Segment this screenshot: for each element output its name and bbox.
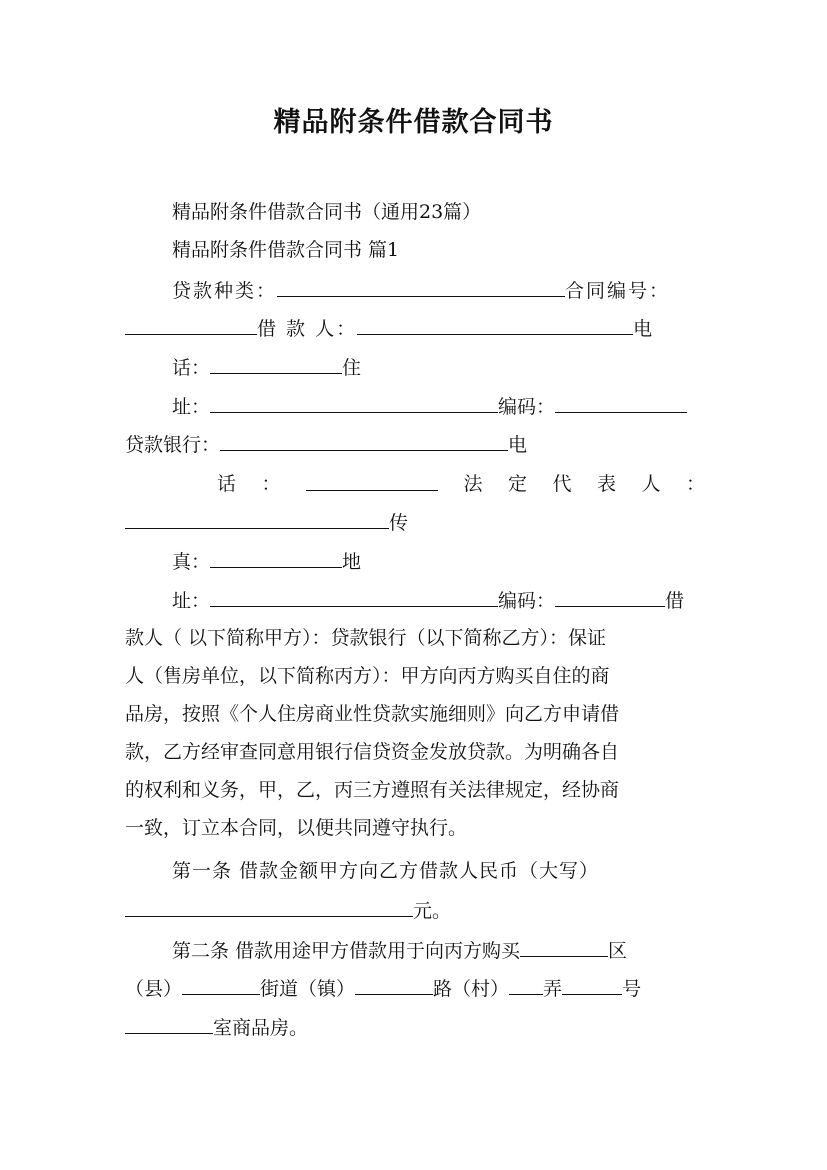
bank-blank bbox=[220, 432, 508, 451]
fax-blank bbox=[210, 549, 342, 568]
contract-number-label: 合同编号： bbox=[565, 280, 671, 302]
street-blank bbox=[182, 976, 260, 995]
address-line bbox=[172, 394, 705, 419]
phone-blank bbox=[210, 355, 342, 374]
legal-rep-line bbox=[217, 472, 705, 496]
borrower-blank bbox=[357, 316, 633, 335]
address-label-start: 住 bbox=[342, 357, 362, 379]
paragraph-line-5: 的权利和义务，甲，乙，丙三方遵照有关法律规定，经协商 bbox=[125, 779, 620, 801]
loan-amount-blank bbox=[125, 898, 413, 917]
article-2-room-line bbox=[125, 1015, 705, 1040]
phone-line bbox=[172, 355, 705, 380]
lane-blank bbox=[509, 976, 543, 995]
room-label: 室商品房。 bbox=[213, 1017, 309, 1039]
chapter-heading: 精品附条件借款合同书 篇1 bbox=[172, 239, 400, 261]
postcode-blank bbox=[555, 394, 687, 413]
loan-type-label: 贷款种类： bbox=[172, 280, 278, 302]
county-label: （县） bbox=[125, 978, 183, 1000]
bank-phone-label-start: 电 bbox=[508, 434, 528, 456]
street-label: 街道（镇） bbox=[260, 978, 356, 1000]
bank-address-label-end: 址： bbox=[172, 590, 211, 612]
road-label: 路（村） bbox=[433, 978, 510, 1000]
fax-label-start: 传 bbox=[389, 512, 409, 534]
article-1-line: 第一条 借款金额甲方向乙方借款人民币（大写） bbox=[172, 860, 600, 882]
document-title: 精品附条件借款合同书 bbox=[273, 107, 554, 138]
paragraph-line-2: 人（售房单位，以下简称丙方）：甲方向丙方购买自住的商 bbox=[125, 665, 610, 687]
road-blank bbox=[355, 976, 433, 995]
fax-label-end: 真： bbox=[172, 551, 211, 573]
bank-label: 贷款银行： bbox=[125, 434, 221, 456]
postcode-label: 编码： bbox=[498, 396, 556, 418]
article-2-address-line bbox=[125, 976, 705, 1001]
room-blank bbox=[125, 1015, 213, 1034]
legal-rep-char-2: 定 bbox=[507, 473, 527, 495]
loan-type-line bbox=[172, 278, 705, 303]
yuan-label: 元。 bbox=[413, 900, 452, 922]
borrower-label: 借 款 人： bbox=[257, 318, 358, 340]
paragraph-line-1: 款人（ 以下简称甲方）：贷款银行（以下简称乙方）：保证 bbox=[125, 627, 607, 649]
party-paragraph-start: 借 bbox=[665, 590, 685, 612]
lane-label: 弄 bbox=[543, 978, 563, 1000]
bank-phone-label-end: 话 bbox=[217, 473, 237, 495]
number-blank bbox=[562, 976, 622, 995]
bank-line bbox=[125, 432, 705, 457]
legal-rep-char-1: 法 bbox=[463, 473, 483, 495]
borrower-line bbox=[125, 316, 705, 341]
district-blank bbox=[520, 938, 608, 957]
article-1-amount-line bbox=[125, 898, 705, 923]
contract-number-blank bbox=[125, 316, 257, 335]
legal-rep-char-4: 表 bbox=[596, 473, 616, 495]
phone-label-start: 电 bbox=[633, 318, 655, 340]
bank-address-blank bbox=[210, 588, 498, 607]
bank-phone-blank bbox=[306, 472, 438, 491]
district-label: 区 bbox=[608, 940, 628, 962]
legal-rep-char-5: 人 bbox=[641, 473, 661, 495]
fax-line bbox=[172, 549, 705, 574]
paragraph-line-3: 品房，按照《个人住房商业性贷款实施细则》向乙方申请借 bbox=[125, 703, 620, 725]
legal-rep-char-3: 代 bbox=[552, 473, 572, 495]
address-label-end: 址： bbox=[172, 396, 211, 418]
number-label: 号 bbox=[622, 978, 642, 1000]
paragraph-line-6: 一致，订立本合同，以便共同遵守执行。 bbox=[125, 817, 468, 839]
address-blank bbox=[210, 394, 498, 413]
paragraph-line-4: 款，乙方经审查同意用银行信贷资金发放贷款。为明确各自 bbox=[125, 741, 620, 763]
legal-rep-colon: ： bbox=[685, 473, 705, 495]
bank-address-line bbox=[172, 588, 705, 613]
loan-type-blank bbox=[277, 278, 565, 297]
fax-start-line bbox=[125, 510, 705, 535]
bank-address-label-start: 地 bbox=[342, 551, 362, 573]
bank-postcode-blank bbox=[555, 588, 665, 607]
bank-postcode-label: 编码： bbox=[498, 590, 556, 612]
colon-text: ： bbox=[261, 473, 281, 495]
phone-label-end: 话： bbox=[172, 357, 211, 379]
article-2-text: 第二条 借款用途甲方借款用于向丙方购买 bbox=[172, 940, 521, 962]
legal-rep-blank bbox=[125, 510, 389, 529]
article-2-line bbox=[172, 938, 705, 963]
document-subtitle: 精品附条件借款合同书（通用23篇） bbox=[172, 201, 482, 223]
